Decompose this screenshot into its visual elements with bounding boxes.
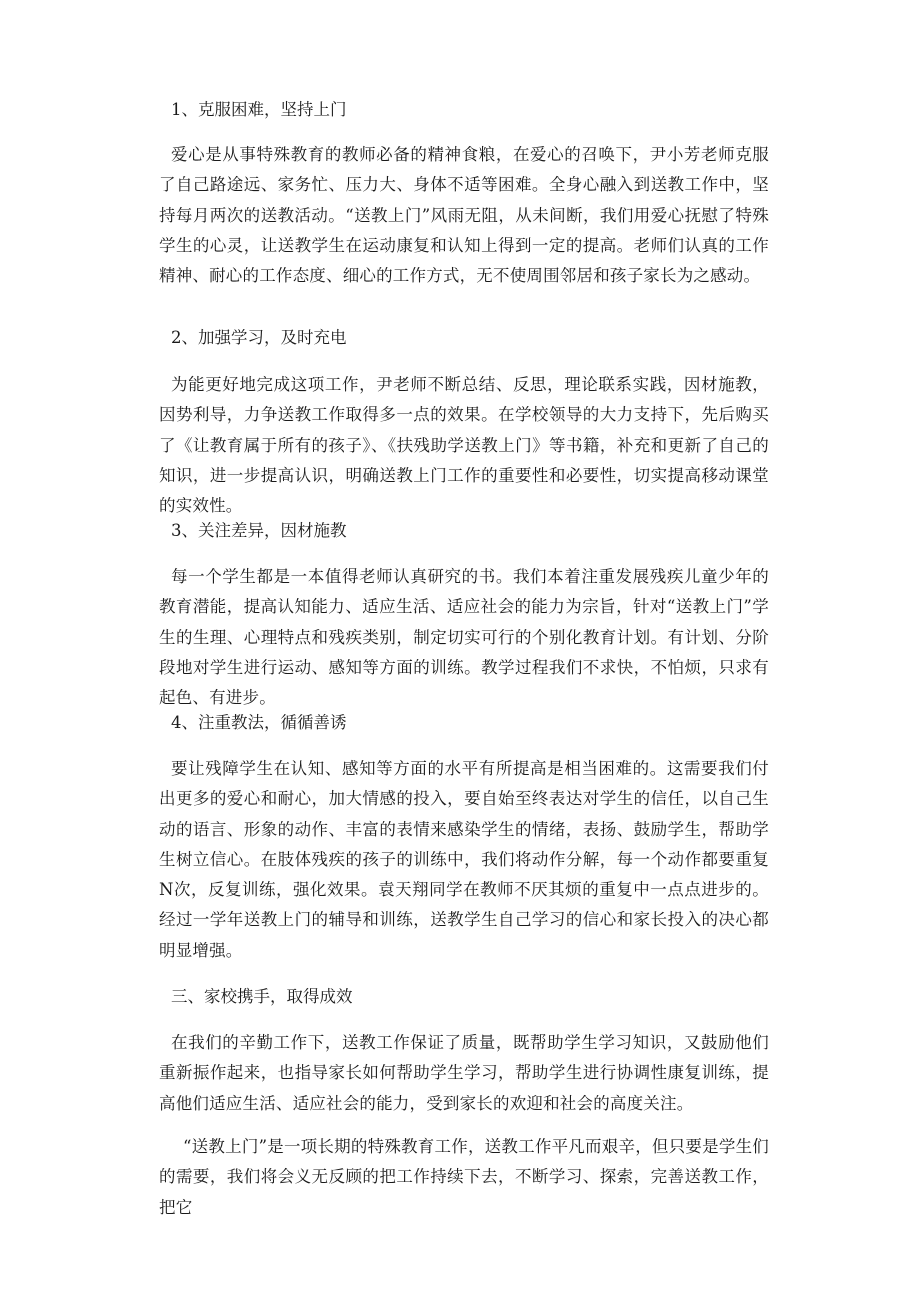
section-5-paragraph: 在我们的辛勤工作下，送教工作保证了质量，既帮助学生学习知识，又鼓励他们重新振作起来，也指导家长如何帮助学生学习，帮助学生进行协调性康复训练，提高他们适应生活、适应社会的能力，受到家长的欢迎和社会的高度关注。 [159,1033,769,1113]
section-1-paragraph: 爱心是从事特殊教育的教师必备的精神食粮，在爱心的召唤下，尹小芳老师克服了自己路途远、家务忙、压力大、身体不适等困难。全身心融入到送教工作中，坚持每月两次的送教活动。“送教上门”风雨无阻，从未间断，我们用爱心抚慰了特殊学生的心灵，让送教学生在运动康复和认知上得到一定的提高。老师们认真的工作精神、耐心的工作态度、细心的工作方式，无不使周围邻居和孩子家长为之感动。 [159,145,769,286]
section-3-paragraph: 每一个学生都是一本值得老师认真研究的书。我们本着注重发展残疾儿童少年的教育潜能，提高认知能力、适应生活、适应社会的能力为宗旨，针对“送教上门”学生的生理、心理特点和残疾类别，制定切实可行的个别化教育计划。有计划、分阶段地对学生进行运动、感知等方面的训练。教学过程我们不求快，不怕烦，只求有起色、有进步。 [159,567,769,708]
section-4-paragraph: 要让残障学生在认知、感知等方面的水平有所提高是相当困难的。这需要我们付出更多的爱心和耐心，加大情感的投入，要自始至终表达对学生的信任，以自己生动的语言、形象的动作、丰富的表情来感染学生的情绪，表扬、鼓励学生，帮助学生树立信心。在肢体残疾的孩子的训练中，我们将动作分解，每一个动作都要重复N次，反复训练，强化效果。袁天翔同学在教师不厌其烦的重复中一点点进步的。经过一学年送教上门的辅导和训练，送教学生自己学习的信心和家长投入的决心都明显增强。 [159,759,769,960]
section-2-heading: 2、加强学习，及时充电 [171,328,347,347]
section-1-heading: 1、克服困难，坚持上门 [171,100,347,119]
section-5-heading: 三、家校携手，取得成效 [171,987,353,1006]
section-4-heading: 4、注重教法，循循善诱 [171,713,347,732]
closing-paragraph: “送教上门”是一项长期的特殊教育工作，送教工作平凡而艰辛，但只要是学生们的需要，我们将会义无反顾的把工作持续下去，不断学习、探索，完善送教工作，把它 [159,1137,769,1217]
section-2-paragraph: 为能更好地完成这项工作，尹老师不断总结、反思，理论联系实践，因材施教，因势利导，力争送教工作取得多一点的效果。在学校领导的大力支持下，先后购买了《让教育属于所有的孩子》、《扶残助学送教上门》等书籍，补充和更新了自己的知识，进一步提高认识，明确送教上门工作的重要性和必要性，切实提高移动课堂的实效性。 [159,375,769,516]
section-3-heading: 3、关注差异，因材施教 [171,521,347,540]
